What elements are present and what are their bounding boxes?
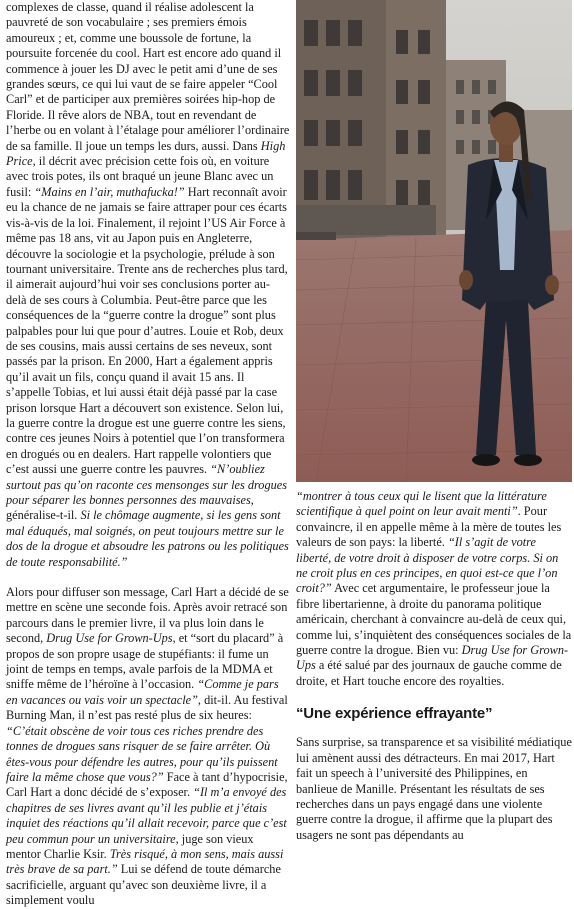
text-run: , et “sort du placard” à propos de son propre usage de stupéfiants: il fume un joint de temps en temps, avale parfois de la MDMA et sniffe même de l’héroïne à l’occasion.: [6, 631, 284, 692]
text-run: , généralise-t-il.: [6, 493, 254, 523]
italic-text-run: “Mains en l’air, muthafucka!”: [34, 184, 185, 199]
article-left-column: [6, 0, 290, 909]
text-run: , il décrit avec précision cette fois où, en voiture avec trois potes, ils ont braqué un jeune Blanc avec un fusil:: [6, 154, 274, 199]
text-run: , juge son vieux mentor Charlie Ksir.: [6, 831, 254, 861]
italic-text-run: Très risqué, à mon sens, mais aussi très brave de sa part.”: [6, 846, 284, 877]
italic-text-run: “N’oubliez surtout pas qu’on raconte ces mensonges sur les drogues pour séparer les bonnes personnes des mauvaises: [6, 462, 287, 507]
text-run: Sans surprise, sa transparence et sa visibilité médiatique lui amènent aussi des détracteurs. En mai 2017, Hart fait un speech à l’université des Philippines, en banlieue de Manille. Présentant les résultats de ses recherches dans un pays engagé dans une violente guerre contre la drogue, il affirme que la plupart des usagers ne sont pas dépendants au: [296, 735, 572, 842]
paragraph: [6, 585, 290, 909]
italic-text-run: Si le chômage augmente, si les gens sont mal éduqués, mal soignés, on peut toujours mettre sur le dos de la drogue et absoudre les patrons ou les politiques de toute responsabilité.”: [6, 508, 289, 569]
section-subheading: “Une expérience effrayante”: [296, 705, 493, 723]
article-right-column: [296, 489, 572, 843]
text-run: , dit-il. Au festival Burning Man, il n’est pas resté plus de six heures:: [6, 692, 288, 723]
text-run: Alors pour diffuser son message, Carl Hart a décidé de se mettre en scène une seconde fois. Après avoir retracé son parcours dans le premier livre, il va plus loin dans le second,: [6, 585, 289, 646]
portrait-illustration: [296, 0, 572, 482]
paragraph: [296, 489, 572, 689]
portrait-photo: [296, 0, 572, 482]
text-run: Hart reconnaît avoir eu la chance de ne jamais se faire attraper pour ces écarts vis-à-vis de la loi. Finalement, il rejoint l’US Air Force à même pas 18 ans, vit au Japon puis en Angleterre, découvre la sociologie et la psychologie, prélude à son tournant universitaire. Trente ans de recherches plus tard, il aimerait aujourd’hui voir ses conclusions porter au-delà de ses cours à Columbia. Peut-être parce que les conséquences de la “guerre contre la drogue” sont plus palpables pour lui que pour d’autres. Louie et Rob, deux de ses cousins, mais aussi certains de ses neveux, sont passés par la prison. En 2000, Hart a également appris qu’il avait un fils, conçu quand il avait 15 ans. Il s’appelle Tobias, et lui aussi était déjà passé par la case prison lorsque Hart a découvert son existence. Selon lui, la guerre contre la drogue est une guerre contre les siens, contre ces jeunes Noirs à potentiel que l’on transformera en drogués ou en dealers. Hart rappelle volontiers que c’est aussi une guerre contre les pauvres.: [6, 184, 288, 477]
text-run: a été salué par des journaux de gauche comme de droite, et Hart touche encore des royalties.: [296, 658, 562, 688]
right-column-text-after: [296, 735, 572, 843]
italic-text-run: “C’était obscène de voir tous ces riches prendre des tonnes de drogues sans risquer de se faire arrêter. Où êtes-vous pour défendre les autres, pour qu’ils puissent faire la même chose que vous?”: [6, 723, 278, 784]
italic-text-run: “montrer à tous ceux qui le lisent que la littérature scientifique à quel point on leur avait menti”: [296, 489, 547, 519]
italic-text-run: “Il m’a envoyé des chapitres de ses livres avant qu’il les publie et j’étais inquiet des réactions qu’il allait recevoir, parce que c’est peu commun pour un universitaire: [6, 785, 287, 846]
italic-text-run: “Il s’agit de votre liberté, de votre droit à disposer de votre corps. Si on ne croit plus en ces principes, en quoi est-ce que l’on croit?”: [296, 535, 559, 596]
italic-text-run: Drug Use for Grown-Ups: [46, 631, 173, 646]
paragraph: [6, 0, 290, 570]
text-run: complexes de classe, quand il réalise adolescent la pauvreté de son vocabulaire ; ses premiers émois amoureux ; et, comme une boussole de fortune, la poursuite forcenée du cool. Hart est encore ado quand il commence à jouer les DJ avec le petit ami d’une de ses grandes sœurs, ce qui lui vaut de se faire appeler “Cool Carl” et de participer aux premières soirées hip-hop de Floride. Il rêve alors de NBA, tout en revendant de l’herbe ou en volant à l’étalage pour améliorer l’ordinaire de sa famille. Il joue un temps les durs, aussi. Dans: [6, 0, 290, 153]
paragraph: [296, 735, 572, 843]
italic-text-run: High Price: [6, 138, 286, 169]
text-run: Avec cet argumentaire, le professeur joue la fibre libertarienne, à droite du panorama politique américain, cherchant à convaincre au-delà de ceux qui, comme lui, s’inquiètent des conséquences sociales de la guerre contre la drogue. Bien vu:: [296, 581, 572, 658]
text-run: Face à tant d’hypocrisie, Carl Hart a donc décidé de s’exposer.: [6, 769, 288, 800]
right-column-text-before: [296, 489, 572, 689]
italic-text-run: Drug Use for Grown-Ups: [296, 643, 569, 673]
text-run: Lui se défend de toute démarche sacrificielle, arguant qu’avec son deuxième livre, il a simplement voulu: [6, 862, 281, 908]
text-run: . Pour convaincre, il en appelle même à la mère de toutes les valeurs de son pays: la liberté.: [296, 504, 562, 550]
italic-text-run: “Comme je pars en vacances ou vais voir un spectacle”: [6, 677, 279, 707]
